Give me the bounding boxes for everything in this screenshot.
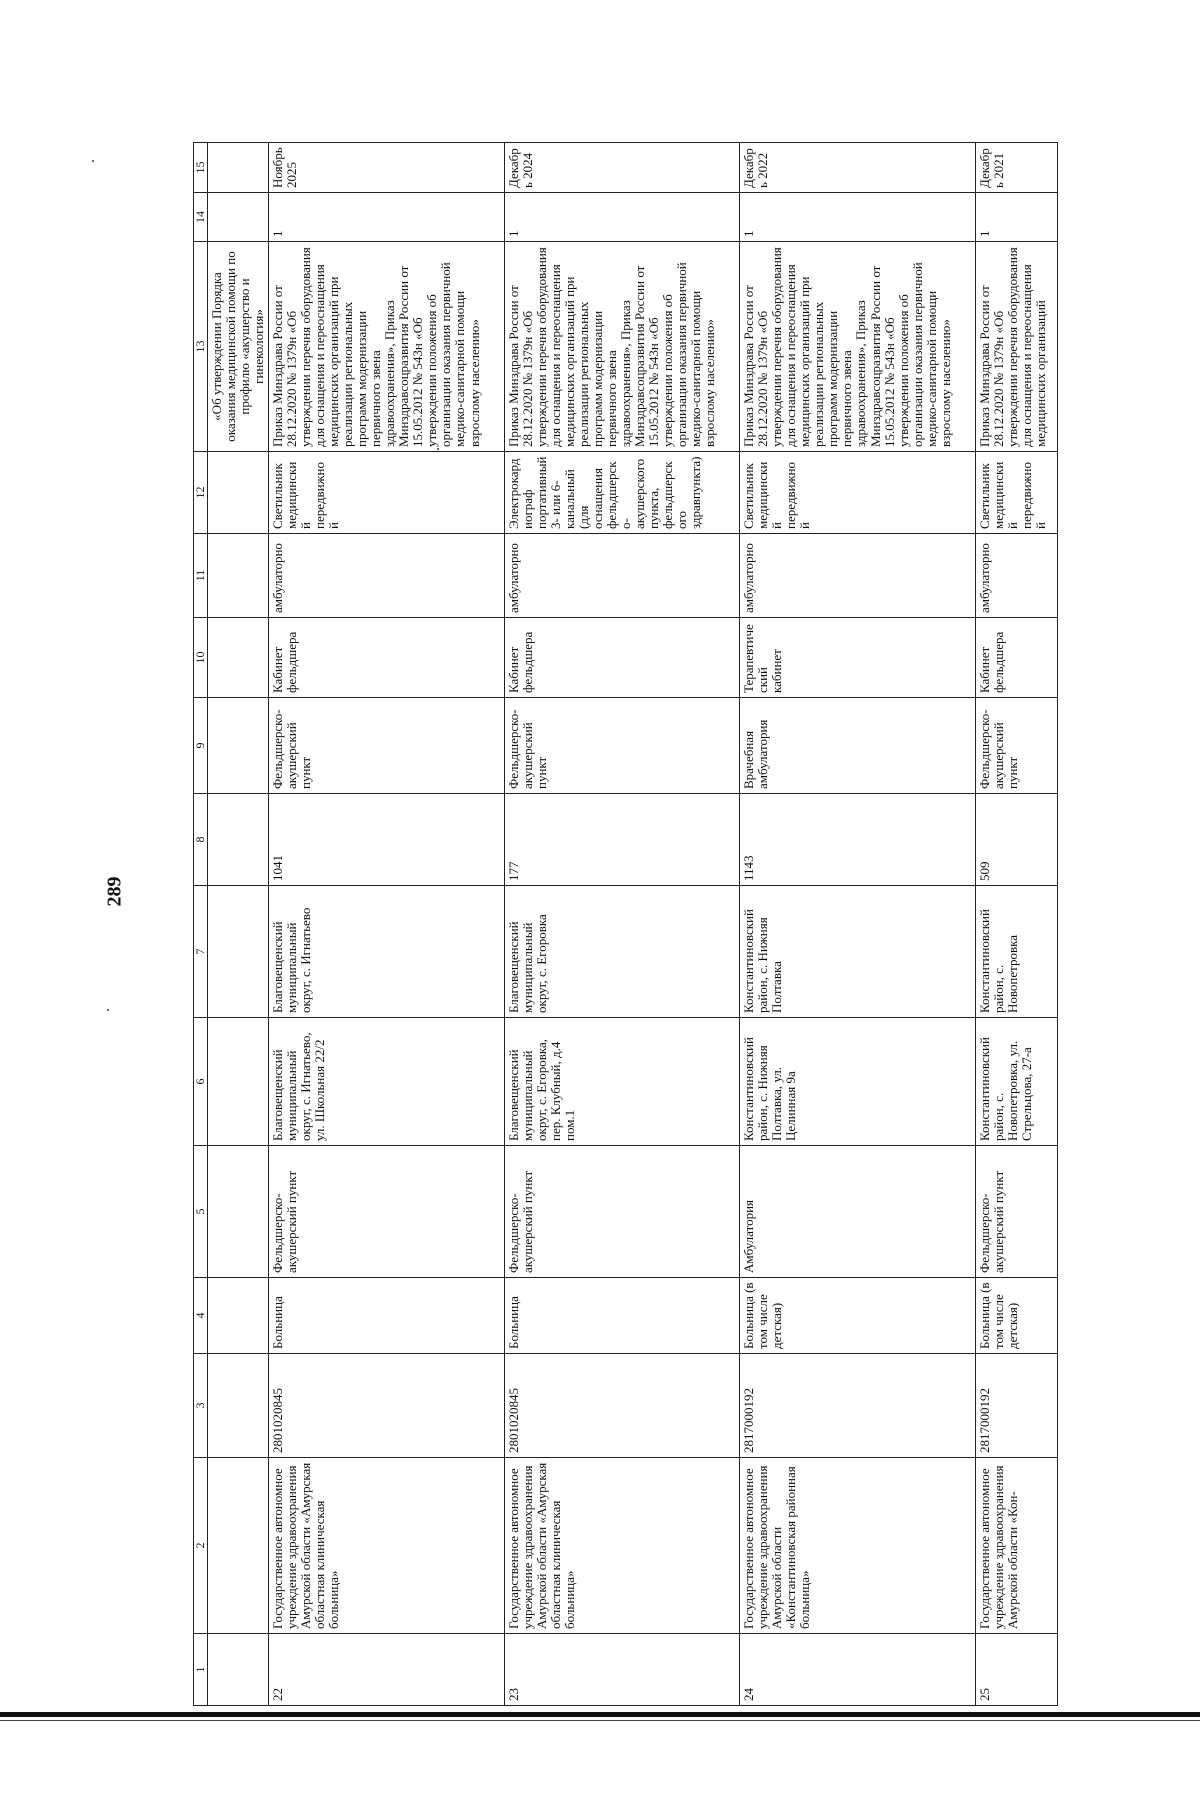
col-number: 10 [194, 618, 208, 698]
room-cell: Терапевтический кабинет [740, 618, 976, 698]
col-number: 6 [194, 1018, 208, 1146]
room-cell: Кабинет фельдшера [269, 618, 505, 698]
quantity-cell: 1 [269, 193, 505, 242]
term-cell: Ноябрь 2025 [269, 143, 505, 193]
table-row [504, 143, 740, 1706]
equipment-cell: Светильник медицинский передвижной [975, 452, 1057, 534]
col-number: 2 [194, 1458, 208, 1634]
col-number: 3 [194, 1354, 208, 1458]
unit-cell: Фельдшерско-акушерский пункт [504, 1146, 740, 1278]
population-cell: 1041 [269, 794, 505, 886]
continued-row [207, 143, 268, 1706]
locality-cell: Благовещенский муниципальный округ, с. Игнатьево [269, 886, 505, 1018]
col-number: 12 [194, 452, 208, 534]
care-cell: амбулаторно [740, 534, 976, 618]
table-row [269, 143, 505, 1706]
col-number: 8 [194, 794, 208, 886]
organization-cell: Государственное автономное учреждение здравоохранения Амурской области «Константиновская районная больница» [740, 1458, 976, 1634]
basis-cell: Приказ Минздрава России от 28.12.2020 № 1379н «Об утверждении перечня оборудования для оснащения и переоснащения медицинских организаций при реализации региональных программ модернизации первичного звена здравоохранения», Приказ Минздравсоцразвития России от 15.05.2012 № 543н «Об утверждении положения об организации оказания первичной медико-санитарной помощи взрослому населению» [504, 242, 740, 452]
locality-cell: Константиновский район, с. Нижняя Полтавка [740, 886, 976, 1018]
col-number: 11 [194, 534, 208, 618]
type-cell: Больница [504, 1278, 740, 1354]
subdivision-cell: Фельдшерско-акушерский пункт [975, 698, 1057, 794]
address-cell: Благовещенский муниципальный округ, с. Игнатьево, ул. Школьная 22/2 [269, 1018, 505, 1146]
table-row [740, 143, 976, 1706]
col-number: 9 [194, 698, 208, 794]
care-cell: амбулаторно [975, 534, 1057, 618]
quantity-cell: 1 [975, 193, 1057, 242]
code-cell: 2817000192 [740, 1354, 976, 1458]
address-cell: Благовещенский муниципальный округ, с. Егоровка, пер. Клубный, д.4 пом.1 [504, 1018, 740, 1146]
organization-cell: Государственное автономное учреждение здравоохранения Амурской области «Амурская областная клиническая больница» [269, 1458, 505, 1634]
row-number: 23 [504, 1634, 740, 1706]
rotated-page-content [193, 143, 1058, 1706]
equipment-table [193, 142, 1058, 1706]
row-number: 22 [269, 1634, 505, 1706]
col-number: 15 [194, 143, 208, 193]
address-cell: Константиновский район, с. Нижняя Полтавка, ул. Целинная 9а [740, 1018, 976, 1146]
population-cell: 177 [504, 794, 740, 886]
scan-speck [92, 160, 94, 162]
code-cell: 2801020845 [504, 1354, 740, 1458]
code-cell: 2817000192 [975, 1354, 1057, 1458]
type-cell: Больница (в том числе детская) [975, 1278, 1057, 1354]
room-cell: Кабинет фельдшера [975, 618, 1057, 698]
row-number: 24 [740, 1634, 976, 1706]
col-number: 13 [194, 242, 208, 452]
subdivision-cell: Врачебная амбулатория [740, 698, 976, 794]
row-number: 25 [975, 1634, 1057, 1706]
col-number: 7 [194, 886, 208, 1018]
quantity-cell: 1 [740, 193, 976, 242]
quantity-cell: 1 [504, 193, 740, 242]
type-cell: Больница (в том числе детская) [740, 1278, 976, 1354]
term-cell: Декабрь 2022 [740, 143, 976, 193]
col-number: 1 [194, 1634, 208, 1706]
code-cell: 2801020845 [269, 1354, 505, 1458]
locality-cell: Благовещенский муниципальный округ, с. Егоровка [504, 886, 740, 1018]
page-number: 289 [103, 876, 126, 907]
column-number-row [194, 143, 208, 1706]
scan-speck [107, 1009, 109, 1011]
scan-edge-line [0, 1720, 1200, 1721]
unit-cell: Фельдшерско-акушерский пункт [269, 1146, 505, 1278]
basis-cell: Приказ Минздрава России от 28.12.2020 № 1379н «Об утверждении перечня оборудования для оснащения и переоснащения медицинских организаций при реализации региональных программ модернизации первичного звена здравоохранения», Приказ Минздравсоцразвития России от 15.05.2012 № 543н «Об утверждении положения об организации оказания первичной медико-санитарной помощи взрослому населению» [269, 242, 505, 452]
equipment-cell: Светильник медицинский передвижной [740, 452, 976, 534]
population-cell: 1143 [740, 794, 976, 886]
address-cell: Константиновский район, с. Новопетровка, ул. Стрельцова, 27-а [975, 1018, 1057, 1146]
subdivision-cell: Фельдшерско-акушерский пункт [504, 698, 740, 794]
scan-speck [437, 448, 439, 450]
table-row [975, 143, 1057, 1706]
care-cell: амбулаторно [269, 534, 505, 618]
equipment-cell: Электрокардиограф портативный 3- или 6-канальный (для оснащения фельдшерско-акушерского пункта, фельдшерского здравпункта) [504, 452, 740, 534]
unit-cell: Фельдшерско-акушерский пункт [975, 1146, 1057, 1278]
unit-cell: Амбулатория [740, 1146, 976, 1278]
col-number: 4 [194, 1278, 208, 1354]
scan-edge-bar [0, 1712, 1200, 1717]
basis-cell: Приказ Минздрава России от 28.12.2020 № 1379н «Об утверждении перечня оборудования для оснащения и переоснащения медицинских организаций [975, 242, 1057, 452]
basis-cell: Приказ Минздрава России от 28.12.2020 № 1379н «Об утверждении перечня оборудования для оснащения и переоснащения медицинских организаций при реализации региональных программ модернизации первичного звена здравоохранения», Приказ Минздравсоцразвития России от 15.05.2012 № 543н «Об утверждении положения об организации оказания первичной медико-санитарной помощи взрослому населению» [740, 242, 976, 452]
subdivision-cell: Фельдшерско-акушерский пункт [269, 698, 505, 794]
col-number: 5 [194, 1146, 208, 1278]
continued-basis-cell: «Об утверждении Порядка оказания медицинской помощи по профилю «акушерство и гинекология» [207, 242, 268, 452]
type-cell: Больница [269, 1278, 505, 1354]
population-cell: 509 [975, 794, 1057, 886]
term-cell: Декабрь 2021 [975, 143, 1057, 193]
room-cell: Кабинет фельдшера [504, 618, 740, 698]
equipment-cell: Светильник медицинский передвижной [269, 452, 505, 534]
col-number: 14 [194, 193, 208, 242]
organization-cell: Государственное автономное учреждение здравоохранения Амурской области «Кон- [975, 1458, 1057, 1634]
organization-cell: Государственное автономное учреждение здравоохранения Амурской области «Амурская областная клиническая больница» [504, 1458, 740, 1634]
care-cell: амбулаторно [504, 534, 740, 618]
locality-cell: Константиновский район, с. Новопетровка [975, 886, 1057, 1018]
term-cell: Декабрь 2024 [504, 143, 740, 193]
